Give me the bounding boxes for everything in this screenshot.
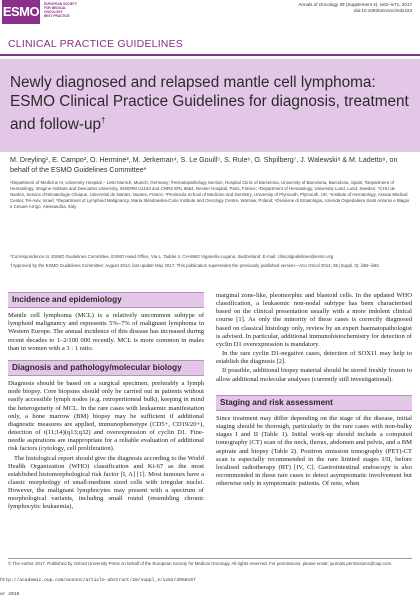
download-date: ar 2018 bbox=[0, 592, 20, 597]
article-title bbox=[10, 73, 410, 134]
logo-wordmark: ESMO bbox=[2, 0, 40, 24]
affiliations: ¹Department of Medicine III, University Hospital – LMU Munich, Munich, Germany; ²Hematopathology Section, Hospital Clinic of Barcelona, University of Barcelona, Barcelona, Spain; ³Department of Hematology, Imagine Institute and Descartes University, INSERM U1163 and CNRS ERL 8564, Necker Hospital, Paris, France; ⁴Department of Hematology, University Lund, Lund, Sweden; ⁵CHU de Nantes, Service d'Hématologie Clinique, Université de Nantes, Nantes, France; ⁶Peninsula School of Medicine and Dentistry, University of Plymouth, Plymouth, UK; ⁷Institute of Hematology, Assuta Medical Center, Tel-Aviv, Israel; ⁸Department of Lymphoid Malignancy, Maria Sklodowska-Curie Institute and Oncology Centre, Warsaw, Poland; ⁹Divisione di Ematologia, Azienda Ospedaliera Santi Antonio e Biagio e Cesare Arrigo, Alessandria, Italy bbox=[10, 180, 410, 209]
paragraph: Mantle cell lymphoma (MCL) is a relatively uncommon subtype of lymphoid malignancy and represents 5%–7% of malignant lymphoma in Western Europe. The annual incidence of this disease has increased during recent decades to 1–2/100 000 recently. MCL is more common in males than in women with a 3 : 1 ratio. bbox=[8, 312, 204, 352]
logo-tagline-line: BEST PRACTICE bbox=[44, 14, 70, 18]
section-heading-incidence: Incidence and epidemiology bbox=[8, 292, 204, 308]
section-heading-diagnosis: Diagnosis and pathology/molecular biology bbox=[8, 360, 204, 376]
download-url[interactable]: http://academic.oup.com/annonc/article-abstract/28/suppl_4/iv62/3958157 bbox=[0, 578, 196, 583]
esmo-logo bbox=[0, 0, 78, 30]
paragraph: marginal zone-like, pleomorphic and blastoid cells. In the updated WHO classification, a leukaemic non-nodal subtype has been characterised based on the clinical presentation usually with a more indolent clinical course [1]. As only the minority of these cases is correctly diagnosed based on classical histology only, review by an expert haematopathologist is advised. In particular, additional immunohistochemistry for detection of cyclin D1 overexpression is mandatory. bbox=[216, 292, 412, 348]
journal-doi: doi:10.1093/annonc/mdx223 bbox=[354, 8, 412, 14]
left-column bbox=[8, 292, 204, 513]
author-list: M. Dreyling¹, E. Campo², O. Hermine³, M. Jerkeman⁴, S. Le Gouill⁵, S. Rule⁶, O. Shpilberg⁷, J. Walewski⁸ & M. Ladetto⁹, on behalf of the ESMO Guidelines Committee* bbox=[10, 156, 398, 174]
header-rule bbox=[0, 54, 420, 56]
journal-citation: Annals of Oncology 28 (Supplement 4): iv62–iv71, 2017 bbox=[298, 2, 412, 7]
copyright-footnote: © The Author 2017. Published by Oxford University Press on behalf of the European Society for Medical Oncology. All rights reserved. For permissions, please email: journals.permissions@oup.com. bbox=[8, 558, 412, 567]
article-title-text: Newly diagnosed and relapsed mantle cell lymphoma: ESMO Clinical Practice Guidelines for diagnosis, treatment and follow-up bbox=[10, 74, 409, 134]
paragraph: In the rare cyclin D1-negative cases, detection of SOX11 may help to establish the diagnosis [2]. bbox=[216, 350, 412, 366]
section-label: CLINICAL PRACTICE GUIDELINES bbox=[8, 38, 183, 50]
title-footnote-mark: † bbox=[101, 116, 106, 125]
correspondence: *Correspondence to: ESMO Guidelines Committee, ESMO Head Office, Via L. Taddei 4, CH-6962 Viganello-Lugano, Switzerland. E-mail: clinicalguidelines@esmo.org bbox=[10, 254, 334, 259]
logo-tagline bbox=[44, 2, 78, 18]
paragraph: If possible, additional biopsy material should be stored freshly frozen to allow additional molecular analyses (currently still investigational). bbox=[216, 367, 412, 383]
title-box bbox=[0, 59, 420, 152]
journal-meta bbox=[298, 2, 412, 15]
paragraph: Since treatment may differ depending on the stage of the disease, initial staging should be thorough, particularly in the rare cases with non-bulky stages I and II (Table 1). Initial work-up should include a computed tomography (CT) scan of the neck, thorax, abdomen and pelvis, and a BM aspirate and biopsy (Table 2). Positron emission tomography (PET)-CT scan is especially recommended in the rare limited stages I/II, before localised radiotherapy (RT) [IV, C]. Gastrointestinal endoscopy is also recommended in these rare cases to detect asymptomatic involvement but otherwise only in symptomatic patients. Of note, when bbox=[216, 414, 412, 488]
correspondence-block bbox=[10, 254, 410, 272]
logo-tagline-line: EUROPEAN SOCIETY bbox=[44, 2, 77, 6]
logo-tagline-line: FOR MEDICAL ONCOLOGY bbox=[44, 6, 67, 14]
paragraph: The histological report should give the diagnosis according to the World Health Organization (WHO) classification and Ki-67 as the most established histomorphological risk factor [I, A] [1]. Most tumours have a classic morphology of small-medium sized cells with irregular nuclei. However, the malignant lymphocytes may present with a spectrum of morphological variants, including small round (resembling chronic lymphocytic leukaemia), bbox=[8, 454, 204, 511]
section-heading-staging: Staging and risk assessment bbox=[216, 395, 412, 411]
paragraph: Diagnosis should be based on a surgical specimen, preferably a lymph node biopsy. Core biopsies should only be carried out in patients without easily accessible lymph nodes (e.g. retroperitoneal bulk), keeping in mind the heterogeneity of MCL. In the rare cases with leukaemic manifestation only, a bone marrow (BM) biopsy may be sufficient if additional diagnostic measures are applied, immunophenotype (CD5+, CD19/20+), detection of t(11;14)(q13;q32) and overexpression of cyclin D1. Fine-needle aspirations are inappropriate for a reliable evaluation of additional risk factors (cytology, cell proliferation). bbox=[8, 380, 204, 453]
approval-note: †Approved by the ESMO Guidelines Committee: August 2014, last update May 2017. This publication supersedes the previously published version—Ann Oncol 2014; 25 (Suppl. 3): iii83–iii92. bbox=[10, 262, 380, 268]
right-column bbox=[216, 292, 412, 489]
